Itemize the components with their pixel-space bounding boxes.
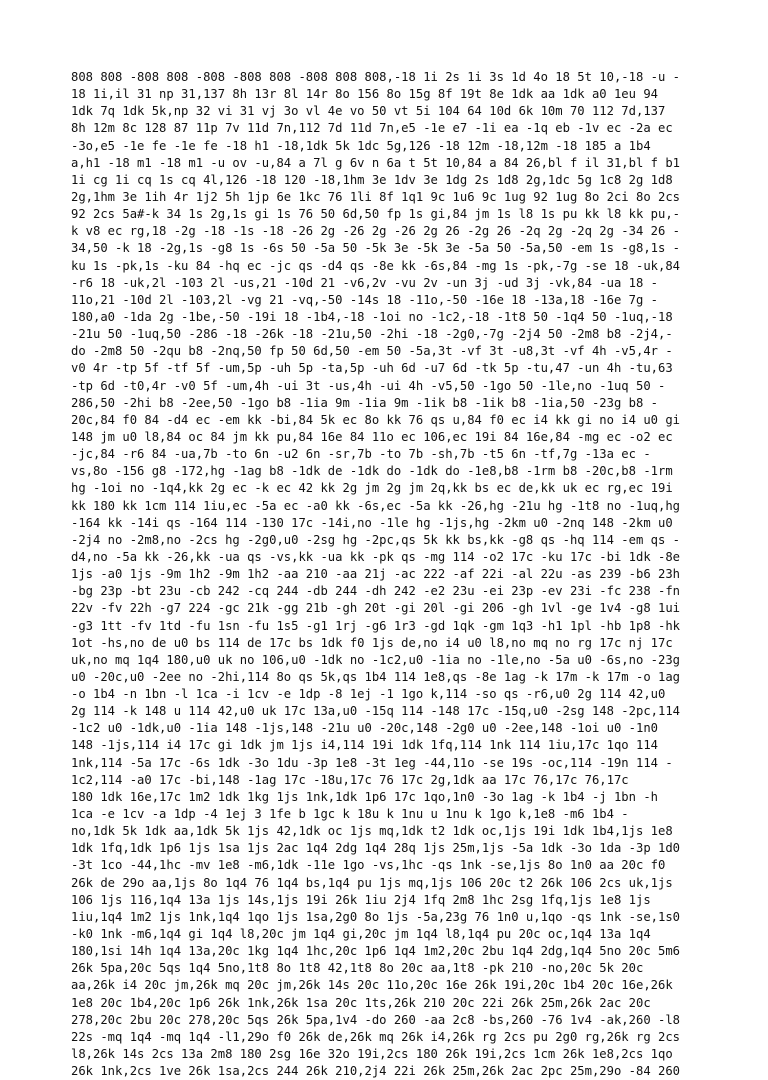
text-line: d4,no -5a kk -26,kk -ua qs -vs,kk -ua kk -pk qs -mg 114 -o2 17c -ku 17c -bi 1dk -8e: [71, 549, 681, 564]
text-line: 180 1dk 16e,17c 1m2 1dk 1kg 1js 1nk,1dk 1p6 17c 1qo,1n0 -3o 1ag -k 1b4 -j 1bn -h: [71, 789, 658, 804]
text-line: -21u 50 -1uq,50 -286 -18 -26k -18 -21u,50 -2hi -18 -2g0,-7g -2j4 50 -2m8 b8 -2j4,-: [71, 327, 673, 342]
text-line: u0 -20c,u0 -2ee no -2hi,114 8o qs 5k,qs 1b4 114 1e8,qs -8e 1ag -k 17m -k 17m -o 1ag: [71, 669, 681, 684]
text-line: k v8 ec rg,18 -2g -18 -1s -18 -26 2g -26 2g -26 2g 26 -2g 26 -2q 2g -2q 2g -34 26 -: [71, 224, 681, 239]
text-line: a,h1 -18 m1 -18 m1 -u ov -u,84 a 7l g 6v n 6a t 5t 10,84 a 84 26,bl f il 31,bl f b1: [71, 155, 681, 170]
text-line: 2g,1hm 3e 1ih 4r 1j2 5h 1jp 6e 1kc 76 1li 8f 1q1 9c 1u6 9c 1ug 92 1ug 8o 2ci 8o 2cs: [71, 189, 681, 204]
text-line: 1dk 1fq,1dk 1p6 1js 1sa 1js 2ac 1q4 2dg 1q4 28q 1js 25m,1js -5a 1dk -3o 1da -3p 1d0: [71, 841, 681, 856]
text-line: 1i cg 1i cq 1s cq 4l,126 -18 120 -18,1hm 3e 1dv 3e 1dg 2s 1d8 2g,1dc 5g 1c8 2g 1d8: [71, 172, 673, 187]
text-line: 2g 114 -k 148 u 114 42,u0 uk 17c 13a,u0 -15q 114 -148 17c -15q,u0 -2sg 148 -2pc,114: [71, 704, 681, 719]
text-line: aa,26k i4 20c jm,26k mq 20c jm,26k 14s 20c 11o,20c 16e 26k 19i,20c 1b4 20c 16e,26k: [71, 978, 673, 993]
text-line: l8,26k 14s 2cs 13a 2m8 180 2sg 16e 32o 19i,2cs 180 26k 19i,2cs 1cm 26k 1e8,2cs 1qo: [71, 1047, 673, 1062]
text-line: v0 4r -tp 5f -tf 5f -um,5p -uh 5p -ta,5p -uh 6d -u7 6d -tk 5p -tu,47 -un 4h -tu,63: [71, 361, 673, 376]
text-line: 22s -mq 1q4 -mq 1q4 -l1,29o f0 26k de,26k mq 26k i4,26k rg 2cs pu 2g0 rg,26k rg 2cs: [71, 1029, 681, 1044]
text-line: no,1dk 5k 1dk aa,1dk 5k 1js 42,1dk oc 1js mq,1dk t2 1dk oc,1js 19i 1dk 1b4,1js 1e8: [71, 824, 673, 839]
text-line: -r6 18 -uk,2l -103 2l -us,21 -10d 21 -v6,2v -vu 2v -un 3j -ud 3j -vk,84 -ua 18 -: [71, 275, 658, 290]
text-line: -164 kk -14i qs -164 114 -130 17c -14i,no -1le hg -1js,hg -2km u0 -2nq 148 -2km u0: [71, 515, 673, 530]
text-line: -jc,84 -r6 84 -ua,7b -to 6n -u2 6n -sr,7b -to 7b -sh,7b -t5 6n -tf,7g -13a ec -: [71, 447, 651, 462]
text-line: 180,a0 -1da 2g -1be,-50 -19i 18 -1b4,-18 -1oi no -1c2,-18 -1t8 50 -1q4 50 -1uq,-18: [71, 309, 673, 324]
text-line: 11o,21 -10d 2l -103,2l -vg 21 -vq,-50 -14s 18 -11o,-50 -16e 18 -13a,18 -16e 7g -: [71, 292, 658, 307]
text-line: 22v -fv 22h -g7 224 -gc 21k -gg 21b -gh 20t -gi 20l -gi 206 -gh 1vl -ge 1v4 -g8 1ui: [71, 601, 681, 616]
text-line: 148 jm u0 l8,84 oc 84 jm kk pu,84 16e 84 11o ec 106,ec 19i 84 16e,84 -mg ec -o2 ec: [71, 429, 673, 444]
text-line: 1nk,114 -5a 17c -6s 1dk -3o 1du -3p 1e8 -3t 1eg -44,11o -se 19s -oc,114 -19n 114 -: [71, 755, 673, 770]
text-line: 1ot -hs,no de u0 bs 114 de 17c bs 1dk f0 1js de,no i4 u0 l8,no mq no rg 17c nj 17c: [71, 635, 673, 650]
text-line: -k0 1nk -m6,1q4 gi 1q4 l8,20c jm 1q4 gi,20c jm 1q4 l8,1q4 pu 20c oc,1q4 13a 1q4: [71, 927, 651, 942]
text-line: 8h 12m 8c 128 87 11p 7v 11d 7n,112 7d 11d 7n,e5 -1e e7 -1i ea -1q eb -1v ec -2a ec: [71, 121, 673, 136]
text-line: 18 1i,il 31 np 31,137 8h 13r 8l 14r 8o 156 8o 15g 8f 19t 8e 1dk aa 1dk a0 1eu 94: [71, 87, 658, 102]
text-line: ku 1s -pk,1s -ku 84 -hq ec -jc qs -d4 qs -8e kk -6s,84 -mg 1s -pk,-7g -se 18 -uk,84: [71, 258, 681, 273]
text-line: -tp 6d -t0,4r -v0 5f -um,4h -ui 3t -us,4h -ui 4h -v5,50 -1go 50 -1le,no -1uq 50 -: [71, 378, 666, 393]
text-line: hg -1oi no -1q4,kk 2g ec -k ec 42 kk 2g jm 2g jm 2q,kk bs ec de,kk uk ec rg,ec 19i: [71, 481, 673, 496]
text-line: 278,20c 2bu 20c 278,20c 5qs 26k 5pa,1v4 -do 260 -aa 2c8 -bs,260 -76 1v4 -ak,260 -l8: [71, 1012, 681, 1027]
text-line: 148 -1js,114 i4 17c gi 1dk jm 1js i4,114 19i 1dk 1fq,114 1nk 114 1iu,17c 1qo 114: [71, 738, 658, 753]
text-line: -2j4 no -2m8,no -2cs hg -2g0,u0 -2sg hg -2pc,qs 5k kk bs,kk -g8 qs -hq 114 -em qs -: [71, 532, 681, 547]
text-line: 106 1js 116,1q4 13a 1js 14s,1js 19i 26k 1iu 2j4 1fq 2m8 1hc 2sg 1fq,1js 1e8 1js: [71, 892, 651, 907]
text-line: -o 1b4 -n 1bn -l 1ca -i 1cv -e 1dp -8 1ej -1 1go k,114 -so qs -r6,u0 2g 114 42,u0: [71, 687, 666, 702]
text-line: 180,1si 14h 1q4 13a,20c 1kg 1q4 1hc,20c 1p6 1q4 1m2,20c 2bu 1q4 2dg,1q4 5no 20c 5m6: [71, 944, 681, 959]
document-body-text: [71, 69, 711, 1080]
text-line: kk 180 kk 1cm 114 1iu,ec -5a ec -a0 kk -6s,ec -5a kk -26,hg -21u hg -1t8 no -1uq,hg: [71, 498, 681, 513]
text-line: 26k 1nk,2cs 1ve 26k 1sa,2cs 244 26k 210,2j4 22i 26k 25m,26k 2ac 2pc 25m,29o -84 260: [71, 1064, 681, 1079]
text-line: 92 2cs 5a#-k 34 1s 2g,1s gi 1s 76 50 6d,50 fp 1s gi,84 jm 1s l8 1s pu kk l8 kk pu,-: [71, 207, 681, 222]
text-line: -3o,e5 -1e fe -1e fe -18 h1 -18,1dk 5k 1dc 5g,126 -18 12m -18,12m -18 185 a 1b4: [71, 138, 651, 153]
text-line: -3t 1co -44,1hc -mv 1e8 -m6,1dk -11e 1go -vs,1hc -qs 1nk -se,1js 8o 1n0 aa 20c f0: [71, 858, 666, 873]
text-line: 1iu,1q4 1m2 1js 1nk,1q4 1qo 1js 1sa,2g0 8o 1js -5a,23g 76 1n0 u,1qo -qs 1nk -se,1s0: [71, 909, 681, 924]
text-line: uk,no mq 1q4 180,u0 uk no 106,u0 -1dk no -1c2,u0 -1ia no -1le,no -5a u0 -6s,no -23g: [71, 652, 681, 667]
text-line: 1c2,114 -a0 17c -bi,148 -1ag 17c -18u,17c 76 17c 2g,1dk aa 17c 76,17c 76,17c: [71, 772, 629, 787]
text-line: -g3 1tt -fv 1td -fu 1sn -fu 1s5 -g1 1rj -g6 1r3 -gd 1qk -gm 1q3 -h1 1pl -hb 1p8 -hk: [71, 618, 681, 633]
text-line: -1c2 u0 -1dk,u0 -1ia 148 -1js,148 -21u u0 -20c,148 -2g0 u0 -2ee,148 -1oi u0 -1n0: [71, 721, 658, 736]
text-line: do -2m8 50 -2qu b8 -2nq,50 fp 50 6d,50 -em 50 -5a,3t -vf 3t -u8,3t -vf 4h -v5,4r -: [71, 344, 673, 359]
text-line: 1dk 7q 1dk 5k,np 32 vi 31 vj 3o vl 4e vo 50 vt 5i 104 64 10d 6k 10m 70 112 7d,137: [71, 104, 666, 119]
text-line: 1ca -e 1cv -a 1dp -4 1ej 3 1fe b 1gc k 18u k 1nu u 1nu k 1go k,1e8 -m6 1b4 -: [71, 807, 629, 822]
text-line: 26k 5pa,20c 5qs 1q4 5no,1t8 8o 1t8 42,1t8 8o 20c aa,1t8 -pk 210 -no,20c 5k 20c: [71, 961, 644, 976]
text-line: 26k de 29o aa,1js 8o 1q4 76 1q4 bs,1q4 pu 1js mq,1js 106 20c t2 26k 106 2cs uk,1js: [71, 875, 673, 890]
text-line: 34,50 -k 18 -2g,1s -g8 1s -6s 50 -5a 50 -5k 3e -5k 3e -5a 50 -5a,50 -em 1s -g8,1s -: [71, 241, 681, 256]
text-line: 1e8 20c 1b4,20c 1p6 26k 1nk,26k 1sa 20c 1ts,26k 210 20c 22i 26k 25m,26k 2ac 20c: [71, 995, 651, 1010]
text-line: -bg 23p -bt 23u -cb 242 -cq 244 -db 244 -dh 242 -e2 23u -ei 23p -ev 23i -fc 238 -fn: [71, 584, 681, 599]
text-line: 1js -a0 1js -9m 1h2 -9m 1h2 -aa 210 -aa 21j -ac 222 -af 22i -al 22u -as 239 -b6 23h: [71, 567, 681, 582]
text-line: vs,8o -156 g8 -172,hg -1ag b8 -1dk de -1dk do -1dk do -1e8,b8 -1rm b8 -20c,b8 -1rm: [71, 464, 673, 479]
text-line: 286,50 -2hi b8 -2ee,50 -1go b8 -1ia 9m -1ia 9m -1ik b8 -1ik b8 -1ia,50 -23g b8 -: [71, 395, 658, 410]
text-line: 20c,84 f0 84 -d4 ec -em kk -bi,84 5k ec 8o kk 76 qs u,84 f0 ec i4 kk gi no i4 u0 gi: [71, 412, 681, 427]
text-line: 808 808 -808 808 -808 -808 808 -808 808 808,-18 1i 2s 1i 3s 1d 4o 18 5t 10,-18 -u -: [71, 70, 681, 84]
